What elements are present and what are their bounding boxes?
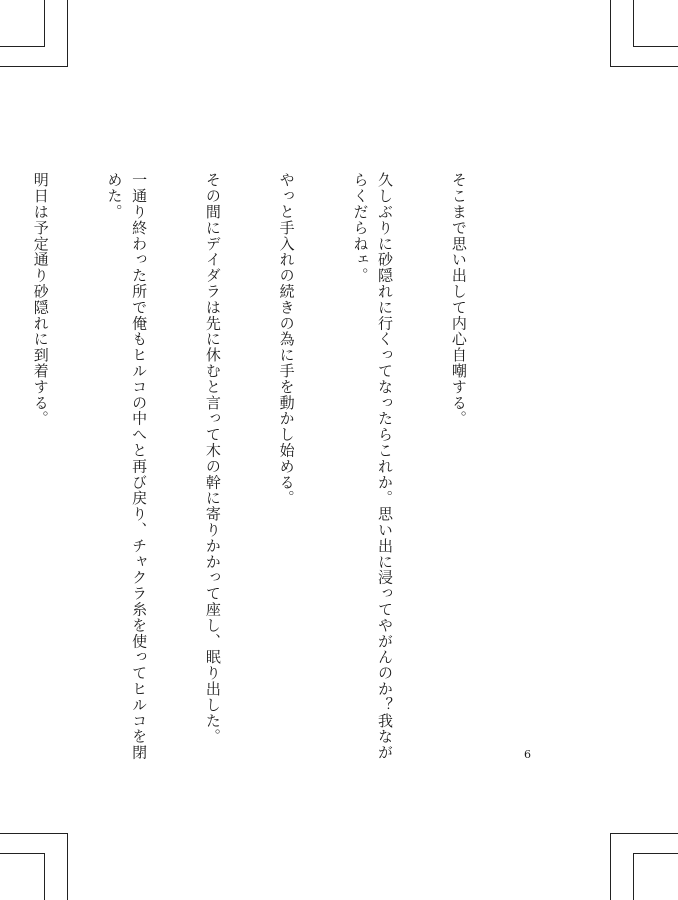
paragraph: 久しぶりに砂隠れに行くってなったらこれか。思い出に浸ってやがんのか？我なが らくだらねェ。 (351, 172, 395, 761)
crop-mark-bottom-right-v (610, 833, 611, 900)
paragraph: その間にデイダラは先に休むと言って木の幹に寄りかかって座し、眠り出した。 (203, 172, 222, 745)
paragraph: そこまで思い出して内心自嘲する。 (449, 172, 468, 427)
crop-mark-top-right-h (610, 66, 678, 67)
crop-mark-bottom-left-h (0, 833, 68, 834)
crop-mark-bottom-right-h (610, 833, 678, 834)
crop-mark-bottom-left-h2 (0, 853, 45, 854)
crop-mark-bottom-right-v2 (633, 853, 634, 900)
page-number: 6 (524, 748, 531, 761)
crop-mark-bottom-left-v2 (44, 853, 45, 900)
paragraph: 一通り終わった所で俺もヒルコの中へと再び戻り、チャクラ糸を使ってヒルコを閉 めた。 (105, 172, 149, 761)
crop-mark-top-left-v (67, 0, 68, 66)
crop-mark-top-left-h (0, 66, 68, 67)
crop-mark-bottom-left-v (67, 833, 68, 900)
crop-mark-top-right-v (610, 0, 611, 66)
crop-mark-bottom-right-h2 (633, 853, 678, 854)
paragraph: やっと手入れの続きの為に手を動かし始める。 (277, 172, 296, 506)
crop-mark-top-right-h2 (633, 46, 678, 47)
crop-mark-top-right-v2 (633, 0, 634, 47)
crop-mark-top-left-v2 (44, 0, 45, 47)
crop-mark-top-left-h2 (0, 46, 45, 47)
body-text (0, 172, 520, 761)
paragraph: 明日は予定通り砂隠れに到着する。 (31, 172, 50, 427)
